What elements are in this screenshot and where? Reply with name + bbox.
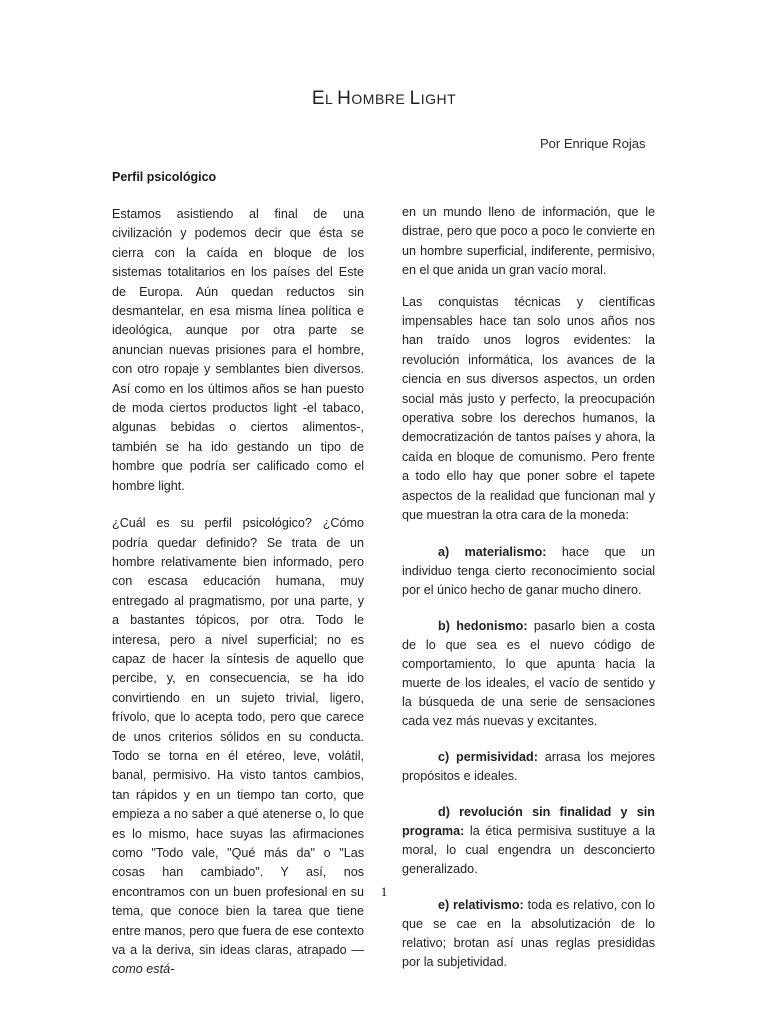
list-item: d) revolución sin finalidad y sin programa: la ética permisiva sustituye a la moral, lo cual engendra un desconcierto generalizado.: [402, 804, 655, 876]
paragraph: Estamos asistiendo al final de una civilización y podemos decir que ésta se cierra con la caída en bloque de los sistemas totalitarios en los países del Este de Europa. Aún quedan reductos sin desmantelar, en esa misma línea política e ideológica, aunque por otra parte se anuncian nuevas prisiones para el hombre, con otro ropaje y semblantes bien diversos. Así como en los últimos años se han puesto de moda ciertos productos light -el tabaco, algunas bebidas o ciertos alimentos-, también se ha ido gestando un tipo de hombre que podría ser calificado como el hombre light.: [112, 207, 364, 493]
list-item: e) relativismo: toda es relativo, con lo que se cae en la absolutización de lo relativo; brotan así unas reglas presididas por la subjetividad.: [402, 897, 656, 969]
list-item: b) hedonismo: pasarlo bien a costa de lo que sea es el nuevo código de comportamiento, lo que apunta hacia la muerte de los ideales, el vacío de sentido y la búsqueda de una serie de sensaciones cada vez más nuevas y excitantes.: [402, 618, 656, 728]
paragraph: Las conquistas técnicas y científicas impensables hace tan solo unos años nos han traído unos logros evidentes: la revolución informática, los avances de la ciencia en sus diversos aspectos, un orden social más justo y perfecto, la preocupación operativa sobre los derechos humanos, la democratización de tantos países y ahora, la caída en bloque de comunismo. Pero frente a todo ello hay que poner sobre el tapete aspectos de la realidad que funcionan mal y que muestran la otra cara de la moneda:: [402, 294, 655, 523]
list-item: a) materialismo: hace que un individuo tenga cierto reconocimiento social por el único hecho de ganar mucho dinero.: [402, 544, 655, 597]
page-number: 1: [380, 884, 388, 899]
list-item: c) permisividad: arrasa los mejores propósitos e ideales.: [402, 749, 655, 783]
right-column: [402, 203, 655, 972]
section-heading: Perfil psicológico: [112, 170, 217, 184]
paragraph: ¿Cuál es su perfil psicológico? ¿Cómo podría quedar definido? Se trata de un hombre relativamente bien informado, pero con escasa educación humana, muy entregado al pragmatismo, por una parte, y a bastantes tópicos, por otra. Todo le interesa, pero a nivel superficial; no es capaz de hacer la síntesis de aquello que percibe, y, en consecuencia, se ha ido convirtiendo en un sujeto trivial, ligero, frívolo, que lo acepta todo, pero que carece de unos criterios sólidos en su conducta. Todo se torna en él etéreo, leve, volátil, banal, permisivo. Ha visto tantos cambios, tan rápidos y en un tiempo tan corto, que empieza a no saber a qué atenerse o, lo que es lo mismo, hace suyas las afirmaciones como "Todo vale, "Qué más da" o "Las cosas han cambiado". Y así, nos encontramos con un buen profesional en su tema, que conoce bien la tarea que tiene entre manos, pero que fuera de ese contexto va a la deriva, sin ideas claras, atrapado —como está-: [112, 516, 364, 977]
italic-continuation: —como está-: [112, 943, 364, 977]
page-title: EL HOMBRE LIGHT: [311, 88, 457, 109]
author-byline: Por Enrique Rojas: [540, 136, 646, 151]
paragraph: en un mundo lleno de información, que le distrae, pero que poco a poco le convierte en un hombre superficial, indiferente, permisivo, en el que anida un gran vacío moral.: [402, 205, 655, 278]
left-column: [112, 205, 364, 980]
